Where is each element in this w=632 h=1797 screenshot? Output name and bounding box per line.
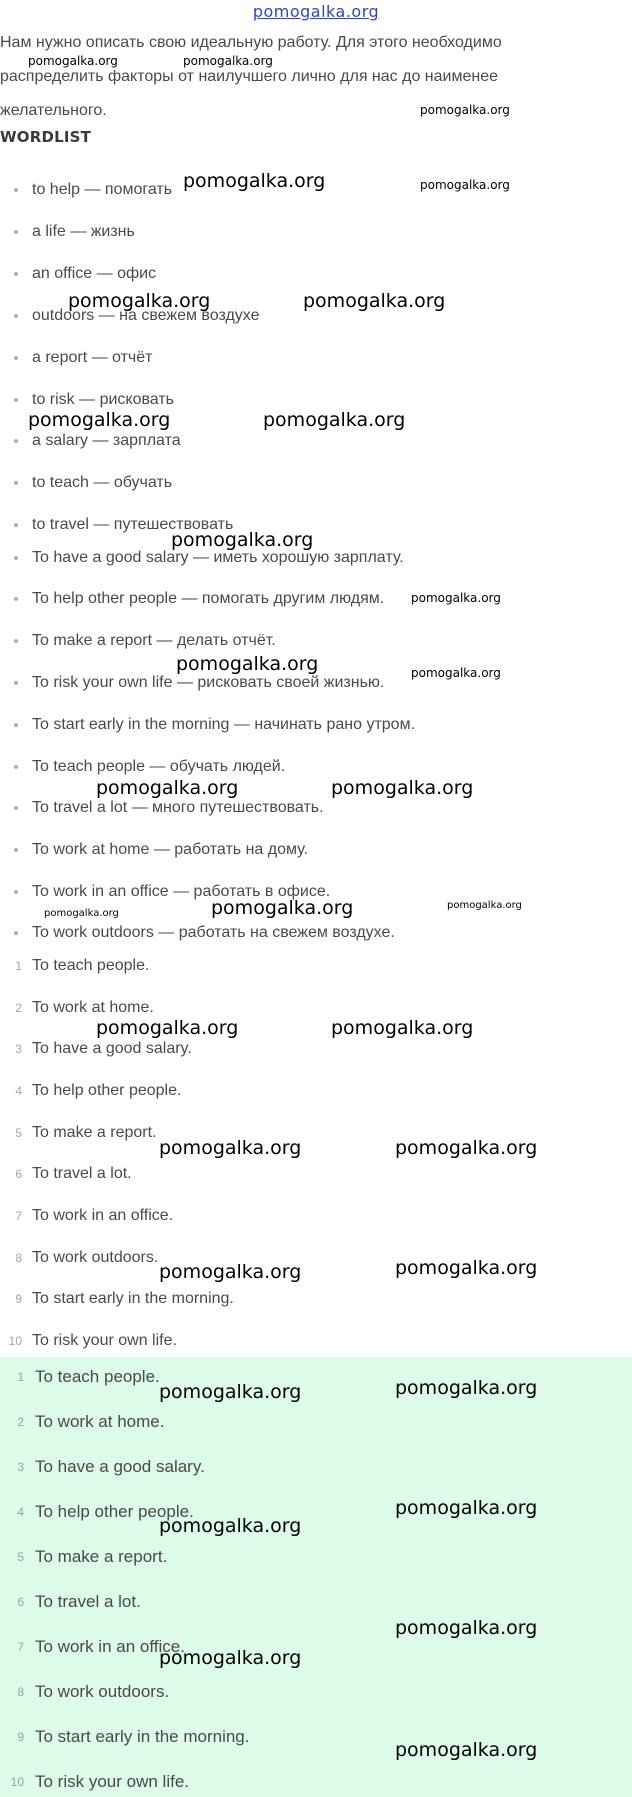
bullet-icon	[14, 314, 18, 318]
answer-item: 7 To work in an office.	[0, 1634, 600, 1660]
wordlist-item: To make a report — делать отчёт.	[0, 629, 600, 653]
bullet-icon	[14, 890, 18, 894]
wordlist-item: To teach people — обучать людей.	[0, 755, 600, 779]
watermark: pomogalka.org	[331, 777, 474, 799]
bullet-icon	[14, 556, 18, 560]
bullet-icon	[14, 188, 18, 192]
list-item: 10 To risk your own life.	[0, 1329, 600, 1353]
watermark: pomogalka.org	[159, 1137, 302, 1159]
list-item: 9 To start early in the morning.	[0, 1287, 600, 1311]
answer-item: 5 To make a report.	[0, 1544, 600, 1570]
wordlist-item: to travel — путешествовать	[0, 513, 600, 537]
item-number: 2	[17, 1415, 24, 1429]
watermark: pomogalka.org	[420, 103, 510, 117]
wordlist-item: To work at home — работать на дому.	[0, 838, 600, 862]
bullet-icon	[14, 723, 18, 727]
watermark: pomogalka.org	[28, 54, 118, 68]
item-number: 5	[15, 1126, 22, 1140]
bullet-icon	[14, 639, 18, 643]
item-number: 7	[17, 1640, 24, 1654]
watermark: pomogalka.org	[28, 409, 171, 431]
item-number: 5	[17, 1550, 24, 1564]
wordlist-item: a report — отчёт	[0, 346, 600, 370]
bullet-icon	[14, 398, 18, 402]
watermark: pomogalka.org	[447, 900, 522, 911]
watermark: pomogalka.org	[331, 1017, 474, 1039]
wordlist-item: outdoors — на свежем воздухе	[0, 304, 600, 328]
watermark: pomogalka.org	[395, 1257, 538, 1279]
item-number: 10	[10, 1775, 24, 1789]
watermark: pomogalka.org	[159, 1381, 302, 1403]
answer-item: 10 To risk your own life.	[0, 1769, 600, 1795]
item-number: 8	[15, 1251, 22, 1265]
watermark: pomogalka.org	[263, 409, 406, 431]
wordlist-item: To work in an office — работать в офисе.	[0, 880, 600, 904]
answer-item: 4 To help other people.	[0, 1499, 600, 1525]
wordlist-item: To have a good salary — иметь хорошую зарплату.	[0, 546, 600, 570]
item-number: 8	[17, 1685, 24, 1699]
bullet-icon	[14, 272, 18, 276]
site-logo[interactable]: pomogalka.org	[252, 2, 380, 21]
wordlist-item: to help — помогать	[0, 178, 600, 202]
bullet-icon	[14, 523, 18, 527]
list-item: 2 To work at home.	[0, 996, 600, 1020]
watermark: pomogalka.org	[395, 1739, 538, 1761]
item-number: 4	[17, 1505, 24, 1519]
list-item: 4 To help other people.	[0, 1079, 600, 1103]
answer-item: 2 To work at home.	[0, 1409, 600, 1435]
intro-line: Нам нужно описать свою идеальную работу. Для этого необходимо	[0, 34, 502, 51]
watermark: pomogalka.org	[411, 666, 501, 680]
watermark: pomogalka.org	[44, 908, 119, 919]
watermark: pomogalka.org	[159, 1647, 302, 1669]
watermark: pomogalka.org	[68, 290, 211, 312]
wordlist-item: To risk your own life — рисковать своей жизнью.	[0, 671, 600, 695]
watermark: pomogalka.org	[159, 1515, 302, 1537]
item-number: 10	[8, 1334, 22, 1348]
bullet-icon	[14, 765, 18, 769]
wordlist-item: To start early in the morning — начинать рано утром.	[0, 713, 600, 737]
watermark: pomogalka.org	[395, 1497, 538, 1519]
list-item: 8 To work outdoors.	[0, 1246, 600, 1270]
wordlist-item: an office — офис	[0, 262, 600, 286]
watermark: pomogalka.org	[211, 897, 354, 919]
answer-item: 3 To have a good salary.	[0, 1454, 600, 1480]
item-number: 6	[17, 1595, 24, 1609]
wordlist-item: to teach — обучать	[0, 471, 600, 495]
watermark: pomogalka.org	[395, 1377, 538, 1399]
intro-line: желательного.	[0, 102, 107, 119]
item-number: 9	[17, 1730, 24, 1744]
item-number: 6	[15, 1167, 22, 1181]
wordlist-item: To work outdoors — работать на свежем воздухе.	[0, 921, 600, 945]
item-number: 2	[15, 1001, 22, 1015]
bullet-icon	[14, 806, 18, 810]
item-number: 7	[15, 1209, 22, 1223]
watermark: pomogalka.org	[96, 1017, 239, 1039]
list-item: 5 To make a report.	[0, 1121, 600, 1145]
item-number: 4	[15, 1084, 22, 1098]
bullet-icon	[14, 681, 18, 685]
item-number: 3	[17, 1460, 24, 1474]
answer-item: 1 To teach people.	[0, 1364, 600, 1390]
bullet-icon	[14, 230, 18, 234]
watermark: pomogalka.org	[176, 653, 319, 675]
bullet-icon	[14, 439, 18, 443]
item-number: 3	[15, 1042, 22, 1056]
item-number: 9	[15, 1292, 22, 1306]
watermark: pomogalka.org	[303, 290, 446, 312]
item-number: 1	[17, 1370, 24, 1384]
watermark: pomogalka.org	[159, 1261, 302, 1283]
watermark: pomogalka.org	[420, 178, 510, 192]
watermark: pomogalka.org	[411, 591, 501, 605]
watermark: pomogalka.org	[183, 54, 273, 68]
watermark: pomogalka.org	[183, 170, 326, 192]
wordlist-item: to risk — рисковать	[0, 388, 600, 412]
answer-item: 8 To work outdoors.	[0, 1679, 600, 1705]
watermark: pomogalka.org	[171, 529, 314, 551]
answer-item: 9 To start early in the morning.	[0, 1724, 600, 1750]
wordlist-heading: WORDLIST	[0, 128, 92, 146]
list-item: 3 To have a good salary.	[0, 1037, 600, 1061]
watermark: pomogalka.org	[395, 1137, 538, 1159]
wordlist-item: To help other people — помогать другим людям.	[0, 587, 600, 611]
bullet-icon	[14, 356, 18, 360]
wordlist-item: To travel a lot — много путешествовать.	[0, 796, 600, 820]
bullet-icon	[14, 931, 18, 935]
watermark: pomogalka.org	[395, 1617, 538, 1639]
answer-box	[0, 1357, 632, 1797]
list-item: 7 To work in an office.	[0, 1204, 600, 1228]
bullet-icon	[14, 481, 18, 485]
list-item: 6 To travel a lot.	[0, 1162, 600, 1186]
answer-item: 6 To travel a lot.	[0, 1589, 600, 1615]
bullet-icon	[14, 597, 18, 601]
intro-line: распределить факторы от наилучшего лично для нас до наименее	[0, 68, 498, 85]
watermark: pomogalka.org	[96, 777, 239, 799]
bullet-icon	[14, 848, 18, 852]
item-number: 1	[15, 959, 22, 973]
wordlist-item: a salary — зарплата	[0, 429, 600, 453]
wordlist-item: a life — жизнь	[0, 220, 600, 244]
list-item: 1 To teach people.	[0, 954, 600, 978]
